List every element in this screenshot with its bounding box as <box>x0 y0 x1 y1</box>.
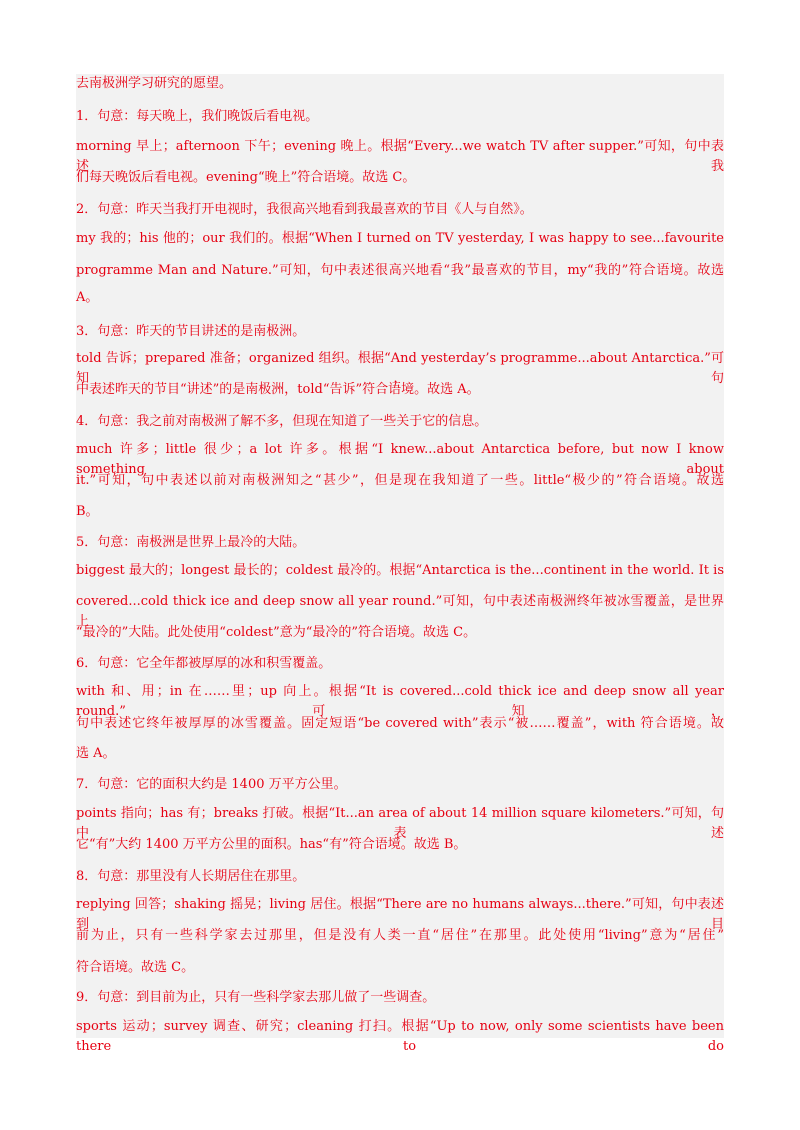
text-line: 它“有”大约 1400 万平方公里的面积。has“有”符合语境。故选 B。 <box>76 837 467 852</box>
text-line: replying 回答；shaking 摇晃；living 居住。根据“There are no humans always...there.”可知，句中表述到目 <box>76 897 724 932</box>
text-line: 中表述昨天的节目“讲述”的是南极洲，told“告诉”符合语境。故选 A。 <box>76 382 480 397</box>
text-line: 前为止，只有一些科学家去过那里，但是没有人类一直“居住”在那里。此处使用“living”意为“居住” <box>76 928 724 943</box>
text-line: with 和、用；in 在……里；up 向上。根据“It is covered...cold thick ice and deep snow all year round.”可知， <box>76 684 724 719</box>
text-line: 7．句意：它的面积大约是 1400 万平方公里。 <box>76 777 347 792</box>
text-line: 去南极洲学习研究的愿望。 <box>76 76 233 91</box>
text-line: B。 <box>76 504 99 519</box>
text-line: 3．句意：昨天的节目讲述的是南极洲。 <box>76 324 306 339</box>
text-line: 句中表述它终年被厚厚的冰雪覆盖。固定短语“be covered with”表示“被……覆盖”，with 符合语境。故 <box>76 716 724 731</box>
text-line: 1．句意：每天晚上，我们晚饭后看电视。 <box>76 109 319 124</box>
text-line: “最冷的”大陆。此处使用“coldest”意为“最冷的”符合语境。故选 C。 <box>76 625 477 640</box>
text-line: 们每天晚饭后看电视。evening“晚上”符合语境。故选 C。 <box>76 170 416 185</box>
text-line: sports 运动；survey 调查、研究；cleaning 打扫。根据“Up to now, only some scientists have been there to do <box>76 1019 724 1054</box>
text-line: 8．句意：那里没有人长期居住在那里。 <box>76 869 306 884</box>
answer-explanation-block <box>76 74 724 1054</box>
text-line: programme Man and Nature.”可知，句中表述很高兴地看“我”最喜欢的节目，my“我的”符合语境。故选 <box>76 263 724 278</box>
text-line: covered...cold thick ice and deep snow all year round.”可知，句中表述南极洲终年被冰雪覆盖，是世界上 <box>76 594 724 629</box>
text-line: 6．句意：它全年都被厚厚的冰和积雪覆盖。 <box>76 656 332 671</box>
text-line: morning 早上；afternoon 下午；evening 晚上。根据“Every...we watch TV after supper.”可知，句中表述我 <box>76 139 724 174</box>
text-line: 符合语境。故选 C。 <box>76 960 195 975</box>
text-line: 5．句意：南极洲是世界上最冷的大陆。 <box>76 535 306 550</box>
text-line: A。 <box>76 290 99 305</box>
text-line: it.”可知，句中表述以前对南极洲知之“甚少”，但是现在我知道了一些。little“极少的”符合语境。故选 <box>76 473 724 488</box>
text-line: my 我的；his 他的；our 我们的。根据“When I turned on TV yesterday, I was happy to see...favourite <box>76 231 724 246</box>
text-line: 4．句意：我之前对南极洲了解不多，但现在知道了一些关于它的信息。 <box>76 414 488 429</box>
text-line: 2．句意：昨天当我打开电视时，我很高兴地看到我最喜欢的节目《人与自然》。 <box>76 202 533 217</box>
text-line: 9．句意：到目前为止，只有一些科学家去那儿做了一些调查。 <box>76 990 436 1005</box>
text-line: much 许多；little 很少；a lot 许多。根据“I knew...about Antarctica before, but now I know something about <box>76 442 724 477</box>
text-line: biggest 最大的；longest 最长的；coldest 最冷的。根据“Antarctica is the...continent in the world. It is <box>76 563 724 578</box>
text-line: points 指向；has 有；breaks 打破。根据“It...an area of about 14 million square kilometers.”可知，句中表述 <box>76 806 724 841</box>
text-line: 选 A。 <box>76 746 116 761</box>
text-line: told 告诉；prepared 准备；organized 组织。根据“And yesterday’s programme...about Antarctica.”可知，句 <box>76 351 724 386</box>
